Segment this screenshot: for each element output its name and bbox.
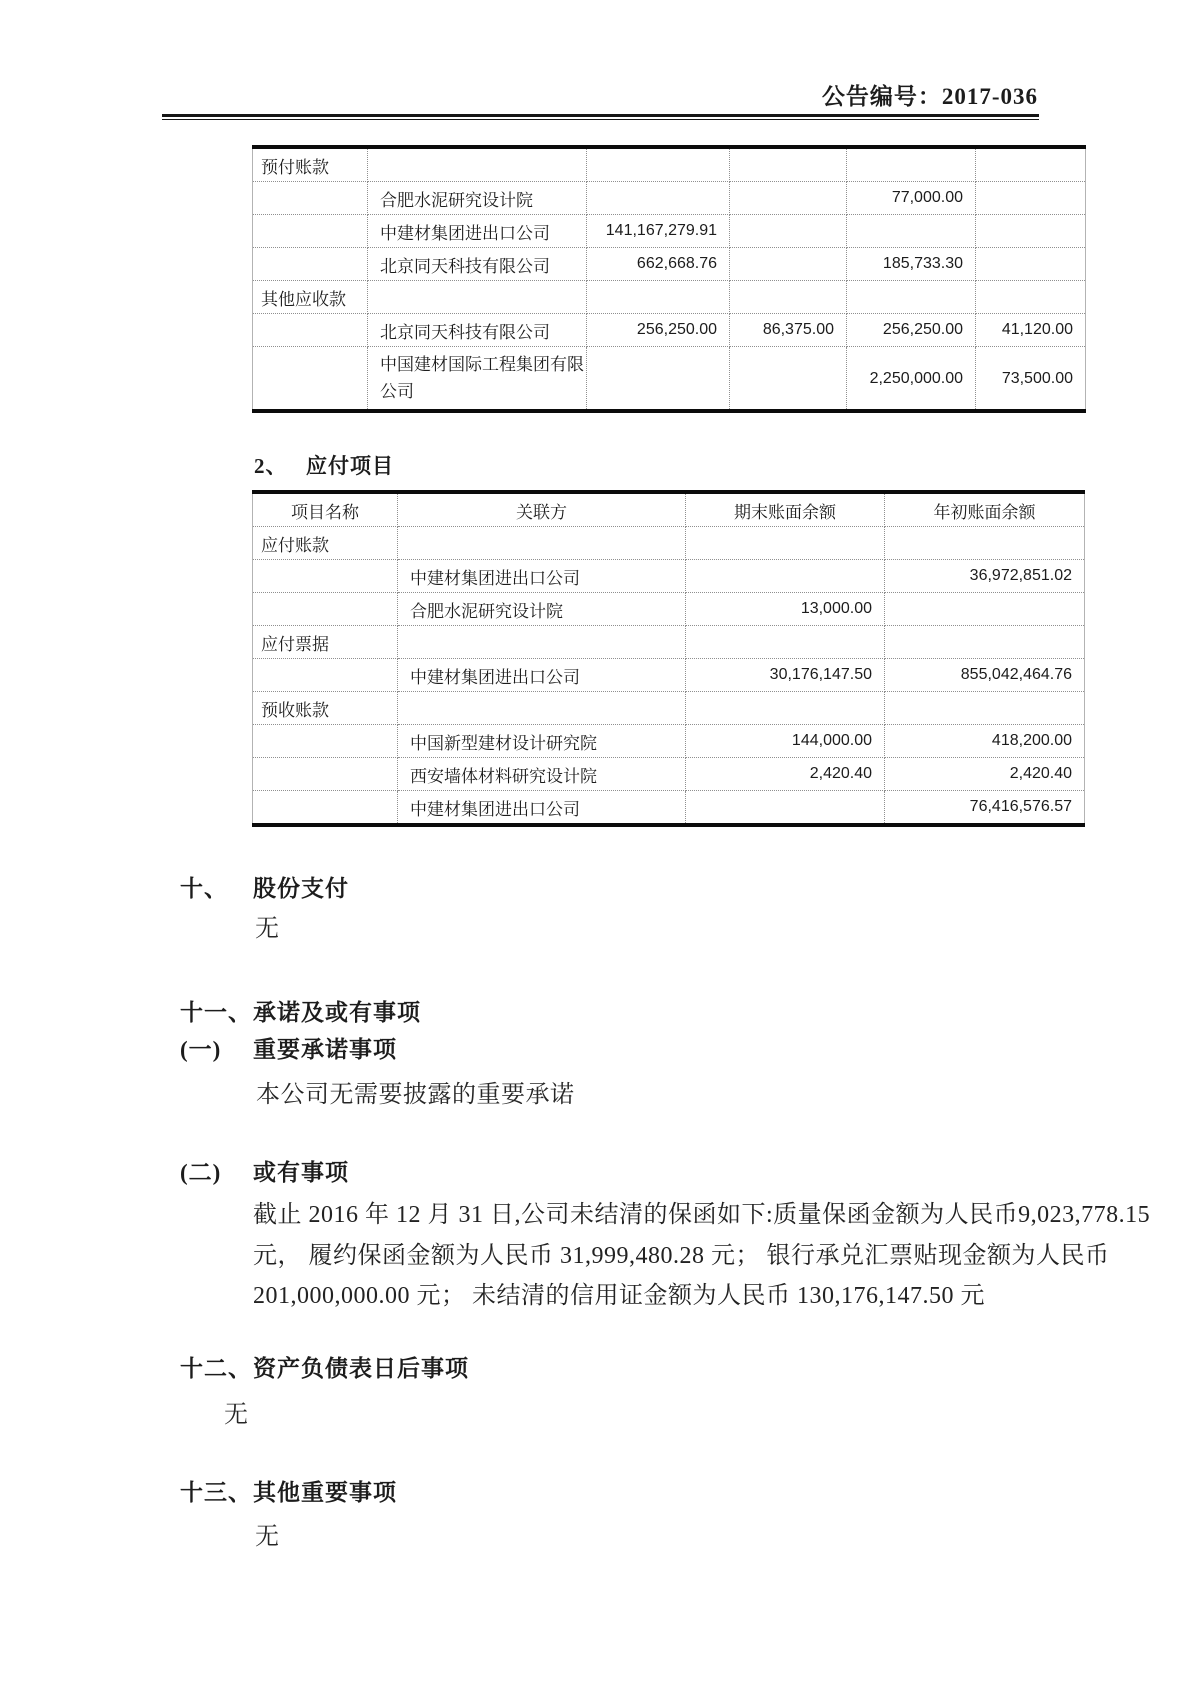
table-row bbox=[253, 725, 1085, 758]
header-rule bbox=[162, 114, 1039, 120]
beginning-balance-cell: 2,420.40 bbox=[885, 758, 1085, 791]
section-body-none: 无 bbox=[224, 1402, 249, 1428]
beginning-balance-cell bbox=[885, 527, 1085, 560]
amount-cell bbox=[587, 347, 730, 412]
section-number: (二) bbox=[180, 1160, 222, 1185]
category-cell bbox=[253, 659, 398, 692]
amount-cell bbox=[587, 281, 730, 314]
beginning-balance-cell bbox=[885, 593, 1085, 626]
amount-cell: 41,120.00 bbox=[976, 314, 1086, 347]
section-heading-commitments bbox=[180, 994, 421, 1027]
section-heading-share-payment bbox=[180, 870, 349, 903]
category-cell bbox=[253, 758, 398, 791]
amount-cell: 662,668.76 bbox=[587, 248, 730, 281]
amount-cell bbox=[730, 347, 847, 412]
category-cell: 应付账款 bbox=[253, 527, 398, 560]
party-cell: 合肥水泥研究设计院 bbox=[368, 182, 587, 215]
amount-cell: 86,375.00 bbox=[730, 314, 847, 347]
table-header-row bbox=[253, 492, 1085, 527]
column-header: 年初账面余额 bbox=[885, 492, 1085, 527]
amount-cell bbox=[847, 215, 976, 248]
party-cell: 中建材集团进出口公司 bbox=[398, 791, 686, 826]
beginning-balance-cell: 418,200.00 bbox=[885, 725, 1085, 758]
section-number: 2、 bbox=[254, 454, 288, 478]
party-cell: 合肥水泥研究设计院 bbox=[398, 593, 686, 626]
party-cell: 中国新型建材设计研究院 bbox=[398, 725, 686, 758]
column-header: 项目名称 bbox=[253, 492, 398, 527]
amount-cell: 256,250.00 bbox=[587, 314, 730, 347]
table-row bbox=[253, 626, 1085, 659]
amount-cell bbox=[730, 281, 847, 314]
section-number: 十、 bbox=[180, 876, 228, 901]
amount-cell bbox=[587, 147, 730, 182]
category-cell bbox=[253, 347, 368, 412]
table-row bbox=[253, 182, 1086, 215]
ending-balance-cell bbox=[686, 791, 885, 826]
amount-cell bbox=[587, 182, 730, 215]
table-row bbox=[253, 281, 1086, 314]
payables-table bbox=[252, 490, 1085, 827]
party-cell: 中建材集团进出口公司 bbox=[368, 215, 587, 248]
table-row bbox=[253, 659, 1085, 692]
beginning-balance-cell: 76,416,576.57 bbox=[885, 791, 1085, 826]
amount-cell: 256,250.00 bbox=[847, 314, 976, 347]
ending-balance-cell: 144,000.00 bbox=[686, 725, 885, 758]
party-cell: 中建材集团进出口公司 bbox=[398, 560, 686, 593]
category-cell: 预付账款 bbox=[253, 147, 368, 182]
amount-cell: 2,250,000.00 bbox=[847, 347, 976, 412]
section-title: 承诺及或有事项 bbox=[253, 999, 421, 1025]
party-cell: 中国建材国际工程集团有限公司 bbox=[368, 347, 587, 412]
category-cell bbox=[253, 560, 398, 593]
table-row bbox=[253, 347, 1086, 412]
amount-cell bbox=[976, 215, 1086, 248]
receivables-table bbox=[252, 145, 1086, 413]
ending-balance-cell bbox=[686, 527, 885, 560]
commitments-body: 本公司无需要披露的重要承诺 bbox=[256, 1082, 575, 1108]
amount-cell bbox=[730, 215, 847, 248]
table-row bbox=[253, 593, 1085, 626]
section-title: 资产负债表日后事项 bbox=[253, 1355, 469, 1381]
section-number: 十一、 bbox=[180, 1000, 252, 1025]
section-title: 应付项目 bbox=[306, 454, 394, 478]
subsection-heading-contingencies bbox=[180, 1154, 349, 1187]
contingencies-line-1: 截止 2016 年 12 月 31 日,公司未结清的保函如下:质量保函金额为人民币9,023,778.15 bbox=[253, 1202, 1151, 1228]
section-title: 重要承诺事项 bbox=[253, 1036, 397, 1062]
amount-cell: 77,000.00 bbox=[847, 182, 976, 215]
section-title: 其他重要事项 bbox=[253, 1479, 397, 1505]
column-header: 期末账面余额 bbox=[686, 492, 885, 527]
section-body-none: 无 bbox=[255, 1524, 280, 1550]
table-row bbox=[253, 692, 1085, 725]
party-cell bbox=[368, 147, 587, 182]
category-cell: 其他应收款 bbox=[253, 281, 368, 314]
category-cell bbox=[253, 725, 398, 758]
ending-balance-cell: 2,420.40 bbox=[686, 758, 885, 791]
category-cell bbox=[253, 593, 398, 626]
party-cell bbox=[398, 626, 686, 659]
party-cell: 西安墙体材料研究设计院 bbox=[398, 758, 686, 791]
party-cell: 北京同天科技有限公司 bbox=[368, 314, 587, 347]
party-cell bbox=[398, 527, 686, 560]
amount-cell bbox=[976, 248, 1086, 281]
section-heading-post-balance-events bbox=[180, 1350, 469, 1383]
amount-cell: 141,167,279.91 bbox=[587, 215, 730, 248]
category-cell bbox=[253, 314, 368, 347]
ending-balance-cell: 30,176,147.50 bbox=[686, 659, 885, 692]
category-cell bbox=[253, 791, 398, 826]
amount-cell bbox=[976, 147, 1086, 182]
beginning-balance-cell: 36,972,851.02 bbox=[885, 560, 1085, 593]
table-row bbox=[253, 560, 1085, 593]
amount-cell bbox=[847, 147, 976, 182]
section-number: 十三、 bbox=[180, 1480, 252, 1505]
contingencies-line-2: 元， 履约保函金额为人民币 31,999,480.28 元； 银行承兑汇票贴现金额为人民币 bbox=[253, 1243, 1110, 1269]
amount-cell bbox=[730, 147, 847, 182]
ending-balance-cell: 13,000.00 bbox=[686, 593, 885, 626]
ending-balance-cell bbox=[686, 560, 885, 593]
amount-cell bbox=[730, 182, 847, 215]
table-row bbox=[253, 314, 1086, 347]
amount-cell bbox=[847, 281, 976, 314]
table-row bbox=[253, 527, 1085, 560]
amount-cell: 185,733.30 bbox=[847, 248, 976, 281]
amount-cell bbox=[976, 182, 1086, 215]
table-row bbox=[253, 758, 1085, 791]
table-row bbox=[253, 248, 1086, 281]
beginning-balance-cell bbox=[885, 626, 1085, 659]
amount-cell bbox=[976, 281, 1086, 314]
category-cell: 预收账款 bbox=[253, 692, 398, 725]
party-cell bbox=[368, 281, 587, 314]
section-number: (一) bbox=[180, 1037, 222, 1062]
section-heading-other-matters bbox=[180, 1474, 397, 1507]
section-title: 股份支付 bbox=[253, 875, 349, 901]
section-title: 或有事项 bbox=[253, 1159, 349, 1185]
section-body-none: 无 bbox=[255, 916, 280, 942]
category-cell: 应付票据 bbox=[253, 626, 398, 659]
table-row bbox=[253, 147, 1086, 182]
category-cell bbox=[253, 215, 368, 248]
amount-cell bbox=[730, 248, 847, 281]
contingencies-line-3: 201,000,000.00 元； 未结清的信用证金额为人民币 130,176,147.50 元 bbox=[253, 1283, 985, 1309]
ending-balance-cell bbox=[686, 692, 885, 725]
beginning-balance-cell bbox=[885, 692, 1085, 725]
column-header: 关联方 bbox=[398, 492, 686, 527]
ending-balance-cell bbox=[686, 626, 885, 659]
party-cell: 中建材集团进出口公司 bbox=[398, 659, 686, 692]
table-row bbox=[253, 215, 1086, 248]
beginning-balance-cell: 855,042,464.76 bbox=[885, 659, 1085, 692]
subsection-heading-important-commitments bbox=[180, 1031, 397, 1064]
category-cell bbox=[253, 248, 368, 281]
doc-number: 公告编号：2017-036 bbox=[821, 84, 1038, 109]
section-number: 十二、 bbox=[180, 1356, 252, 1381]
amount-cell: 73,500.00 bbox=[976, 347, 1086, 412]
table-row bbox=[253, 791, 1085, 826]
party-cell bbox=[398, 692, 686, 725]
category-cell bbox=[253, 182, 368, 215]
payables-section-heading bbox=[254, 450, 394, 480]
party-cell: 北京同天科技有限公司 bbox=[368, 248, 587, 281]
